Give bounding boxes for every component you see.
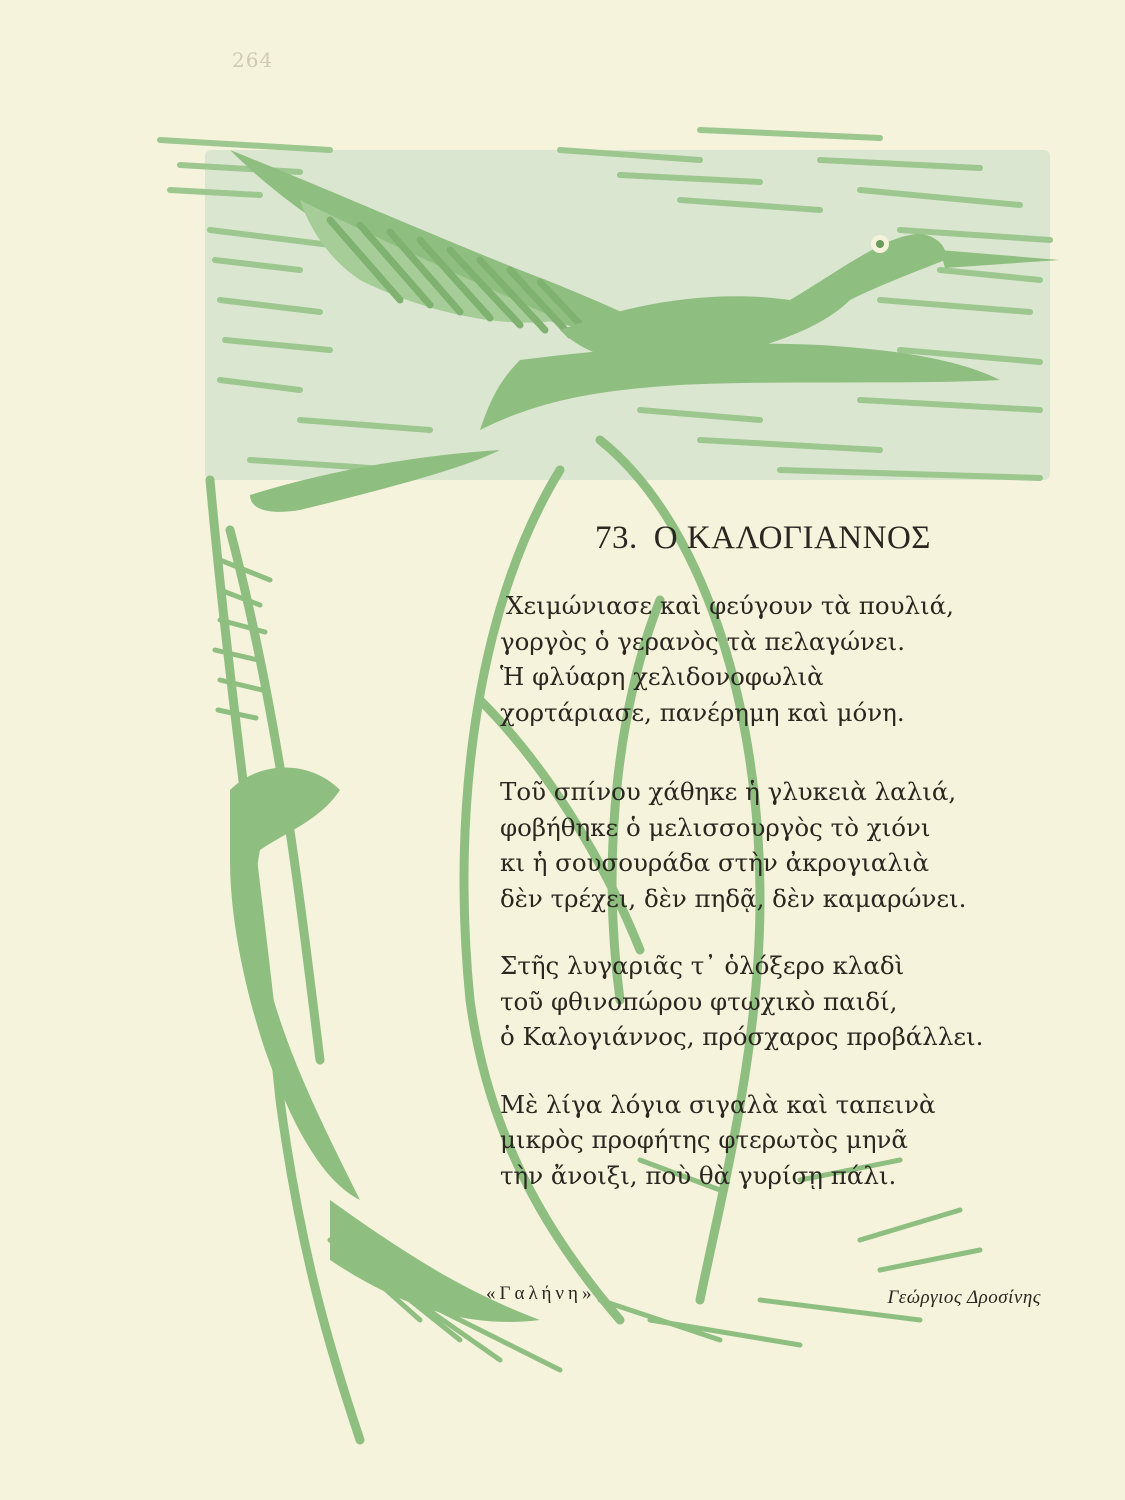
poem-body	[500, 588, 1060, 1225]
poem-line: μικρὸς προφήτης φτερωτὸς μηνᾶ	[500, 1125, 908, 1154]
poem-line: Χειμώνιασε καὶ φεύγουν τὰ πουλιά,	[506, 591, 954, 620]
poem-line: κι ἡ σουσουράδα στὴν ἀκρογιαλιὰ	[500, 848, 930, 877]
poem-line: χορτάριασε, πανέρημη καὶ μόνη.	[500, 697, 905, 727]
poem-title-text: Ο ΚΑΛΟΓΙΑΝΝΟΣ	[653, 520, 932, 556]
page-number: 264	[232, 48, 274, 72]
stanza-1	[500, 588, 1060, 730]
poem-line: δὲν τρέχει, δὲν πηδᾷ, δὲν καμαρώνει.	[500, 883, 967, 913]
stanza-4	[500, 1087, 1060, 1194]
poem-line: ὁ Καλογιάννος, πρόσχαρος προβάλλει.	[500, 1022, 984, 1051]
poem-line: Τοῦ σπίνου χάθηκε ἡ γλυκειὰ λαλιά,	[500, 777, 957, 806]
stanza-3	[500, 948, 1060, 1055]
tree-trunk	[230, 768, 540, 1322]
poem-line: τὴν ἄνοιξι, ποὺ θὰ γυρίσῃ πάλι.	[500, 1160, 897, 1190]
stanza-2	[500, 774, 1060, 916]
poem-line: γοργὸς ὁ γερανὸς τὰ πελαγώνει.	[500, 626, 906, 656]
poem-number: 73.	[595, 520, 638, 556]
poem-line: Μὲ λίγα λόγια σιγαλὰ καὶ ταπεινὰ	[500, 1089, 936, 1119]
poem-line: Ἡ φλύαρη χελιδονοφωλιὰ	[500, 662, 824, 691]
poem-line: φοβήθηκε ὁ μελισσουργὸς τὸ χιόνι	[500, 812, 931, 842]
poem-line: τοῦ φθινοπώρου φτωχικὸ παιδί,	[500, 986, 898, 1016]
poem-source: «Γαλήνη»	[486, 1283, 596, 1304]
poem-title	[595, 520, 931, 557]
poem-author: Γεώργιος Δροσίνης	[887, 1287, 1041, 1308]
poem-line: Στῆς λυγαριᾶς τ᾽ ὁλόξερο κλαδὶ	[500, 951, 905, 980]
